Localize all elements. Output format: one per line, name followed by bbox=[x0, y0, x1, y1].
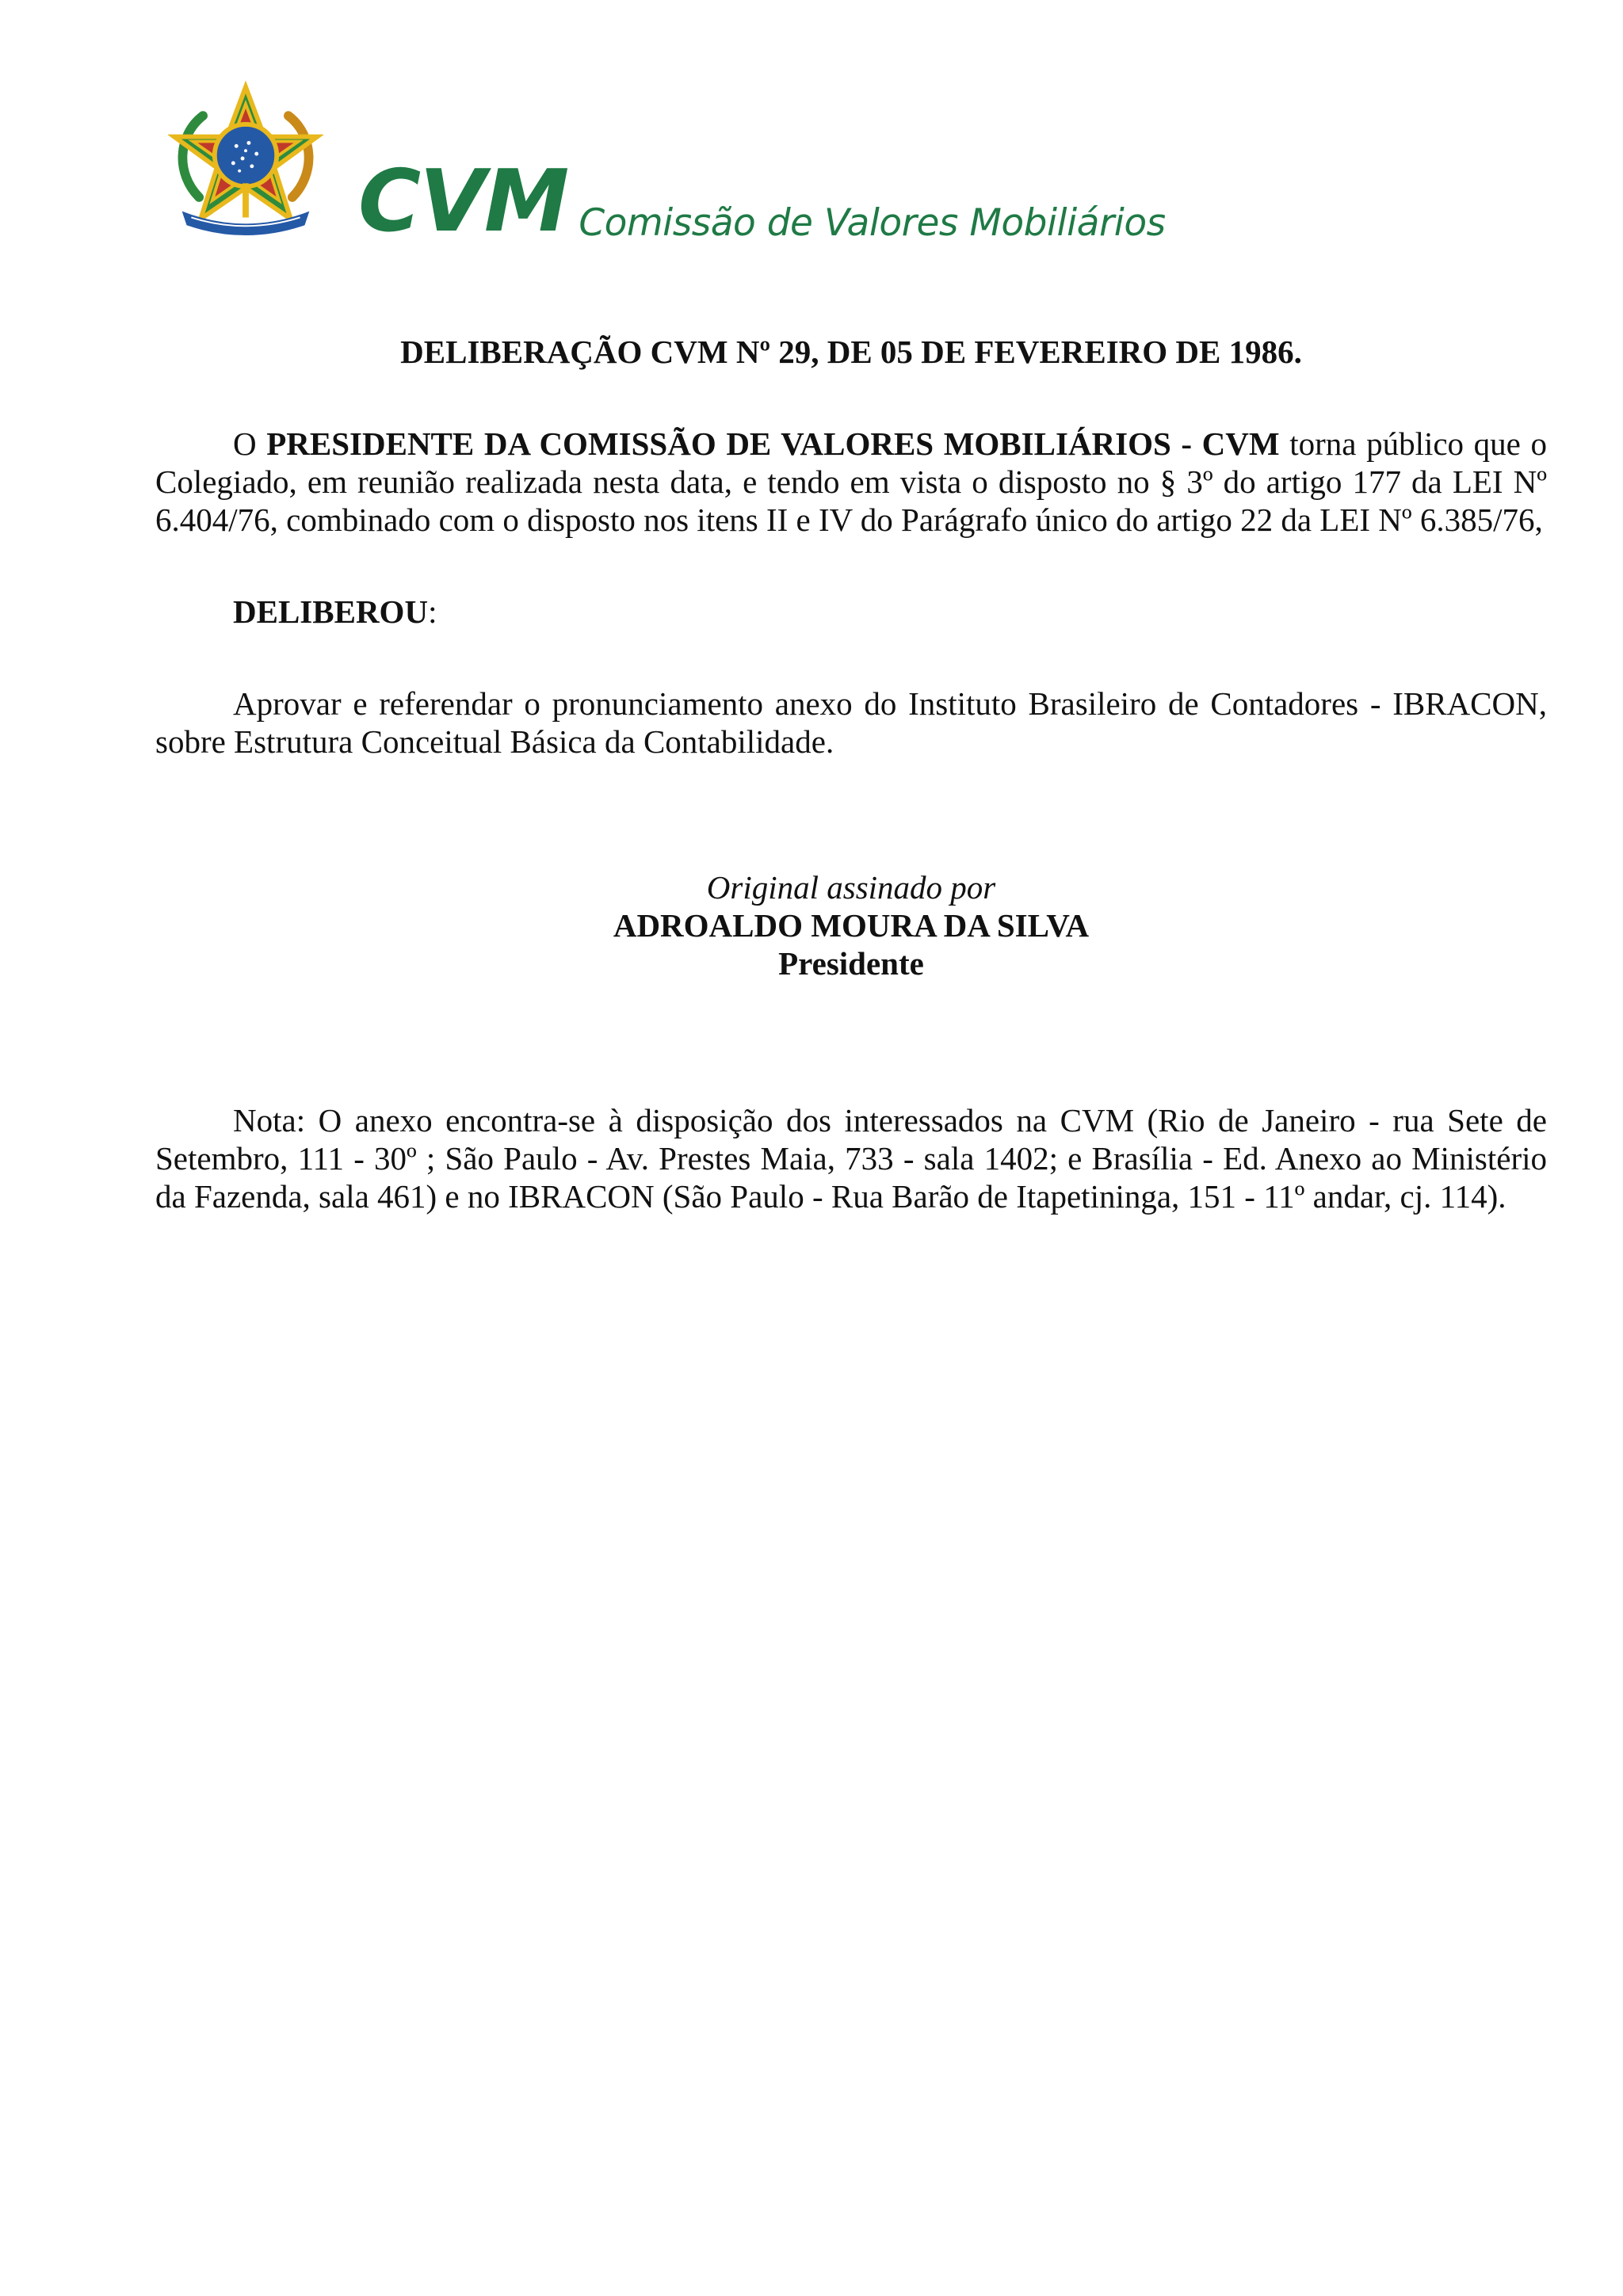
document-title: DELIBERAÇÃO CVM Nº 29, DE 05 DE FEVEREIRO DE 1986. bbox=[400, 334, 1302, 370]
document-body bbox=[155, 333, 1547, 1215]
approval-paragraph: Aprovar e referendar o pronunciamento anexo do Instituto Brasileiro de Contadores - IBRACON, sobre Estrutura Conceitual Básica da Contabilidade. bbox=[155, 685, 1547, 760]
resolution-suffix: : bbox=[428, 593, 437, 630]
letterhead bbox=[168, 79, 1166, 251]
brazil-coat-of-arms-icon bbox=[168, 79, 323, 238]
brand-logo bbox=[358, 152, 1166, 251]
signature-block bbox=[155, 868, 1547, 982]
intro-lead: O bbox=[233, 425, 267, 462]
signatory-name: ADROALDO MOURA DA SILVA bbox=[613, 907, 1090, 944]
signature-intro: Original assinado por bbox=[706, 869, 996, 906]
note-paragraph: Nota: O anexo encontra-se à disposição dos interessados na CVM (Rio de Janeiro - rua Sete de Setembro, 111 - 30º ; São Paulo - Av. Prestes Maia, 733 - sala 1402; e Brasília - Ed. Anexo ao Ministério da Fazenda, sala 461) e no IBRACON (São Paulo - Rua Barão de Itapetininga, 151 - 11º andar, cj. 114). bbox=[155, 1102, 1547, 1215]
brand-acronym: CVM bbox=[358, 152, 568, 251]
brand-name: Comissão de Valores Mobiliários bbox=[579, 201, 1166, 245]
resolution-heading bbox=[155, 593, 1547, 631]
signatory-role: Presidente bbox=[778, 945, 924, 982]
intro-authority: PRESIDENTE DA COMISSÃO DE VALORES MOBILIÁRIOS - CVM bbox=[266, 425, 1280, 462]
resolution-word: DELIBEROU bbox=[233, 593, 429, 630]
intro-paragraph bbox=[155, 425, 1547, 539]
intro-text: torna público que o Colegiado, em reunião realizada nesta data, e tendo em vista o disposto no § 3º do artigo 177 da LEI Nº 6.404/76, combinado com o disposto nos itens II e IV do Parágrafo único do artigo 22 da LEI Nº 6.385/76, bbox=[155, 425, 1547, 538]
